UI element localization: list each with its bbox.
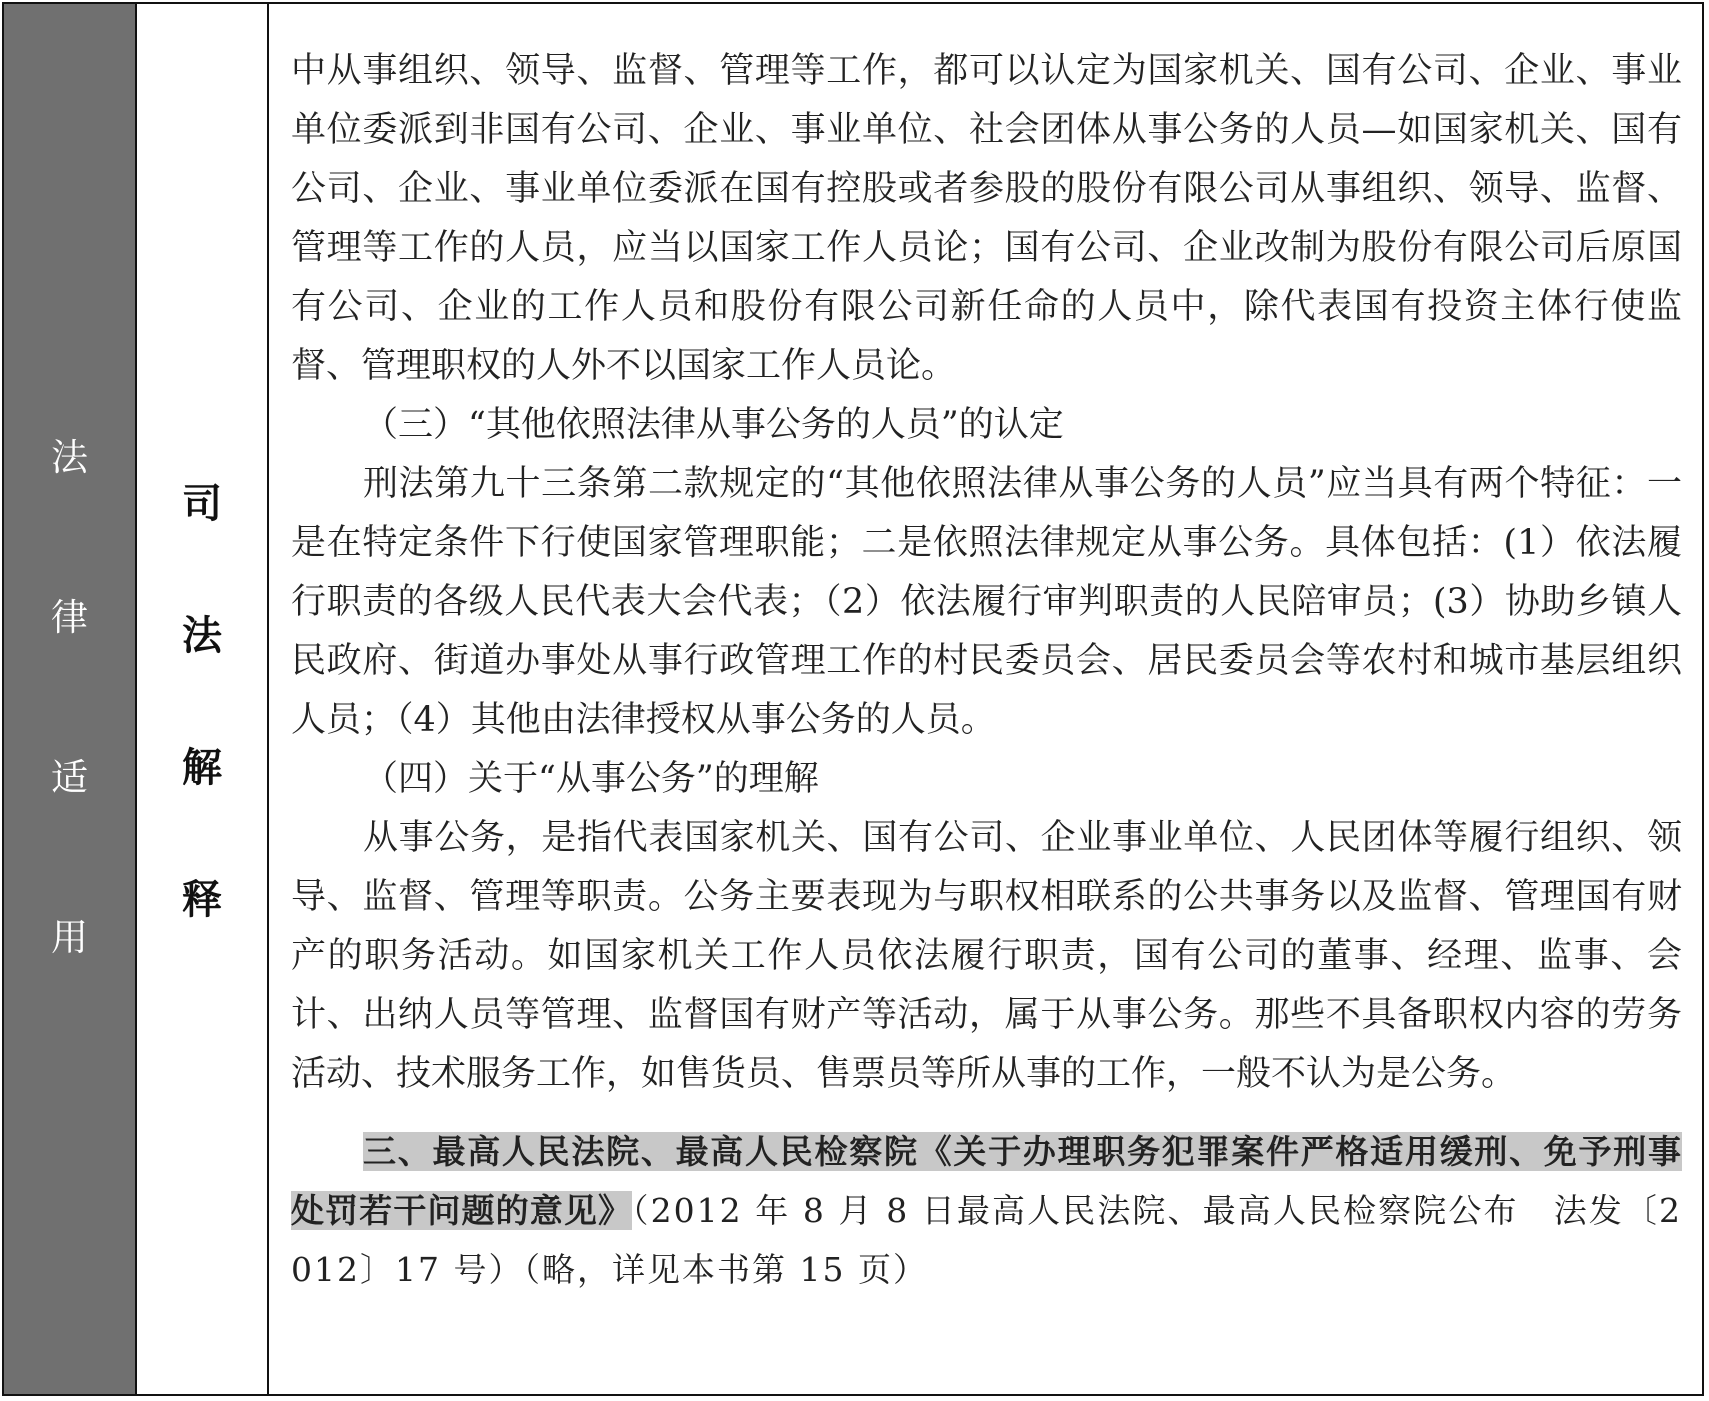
heading-three: （三）“其他依照法律从事公务的人员”的认定	[363, 405, 1064, 445]
body-text	[291, 42, 1682, 1104]
heading-four: （四）关于“从事公务”的理解	[363, 759, 819, 799]
subcategory-label	[137, 481, 267, 1012]
category-char: 律	[51, 596, 88, 639]
subcategory-char: 解	[182, 745, 222, 791]
content-column	[269, 4, 1702, 1394]
category-char: 适	[51, 756, 88, 799]
section-source: （2012 年 8 月 8 日最高人民法院、最高人民检察院公布 法发〔2012〕17 号）（略，详见本书第 15 页）	[291, 1191, 1682, 1289]
paragraph-four: 从事公务，是指代表国家机关、国有公司、企业事业单位、人民团体等履行组织、领导、监督、管理等职责。公务主要表现为与职权相联系的公共事务以及监督、管理国有财产的职务活动。如国家机关工作人员依法履行职责，国有公司的董事、经理、监事、会计、出纳人员等管理、监督国有财产等活动，属于从事公务。那些不具备职权内容的劳务活动、技术服务工作，如售货员、售票员等所从事的工作，一般不认为是公务。	[291, 818, 1682, 1094]
subcategory-char: 法	[182, 613, 222, 659]
page-frame	[2, 2, 1704, 1396]
category-char: 用	[51, 916, 88, 959]
paragraph-continued: 中从事组织、领导、监督、管理等工作，都可以认定为国家机关、国有公司、企业、事业单位委派到非国有公司、企业、事业单位、社会团体从事公务的人员—如国家机关、国有公司、企业、事业单位委派在国有控股或者参股的股份有限公司从事组织、领导、监督、管理等工作的人员，应当以国家工作人员论；国有公司、企业改制为股份有限公司后原国有公司、企业的工作人员和股份有限公司新任命的人员中，除代表国有投资主体行使监督、管理职权的人外不以国家工作人员论。	[291, 51, 1682, 386]
category-label	[4, 436, 135, 1079]
subcategory-char: 释	[182, 877, 222, 923]
section-three	[291, 1122, 1682, 1299]
category-column	[4, 4, 137, 1394]
paragraph-three: 刑法第九十三条第二款规定的“其他依照法律从事公务的人员”应当具有两个特征：一是在特定条件下行使国家管理职能；二是依照法律规定从事公务。具体包括：(1）依法履行职责的各级人民代表大会代表；（2）依法履行审判职责的人民陪审员；(3）协助乡镇人民政府、街道办事处从事行政管理工作的村民委员会、居民委员会等农村和城市基层组织人员；（4）其他由法律授权从事公务的人员。	[291, 464, 1682, 740]
subcategory-char: 司	[182, 481, 222, 527]
section-title: 三、最高人民法院、最高人民检察院《关于办理职务犯罪案件严格适用缓刑、免予刑事处罚若干问题的意见》	[291, 1132, 1682, 1230]
category-char: 法	[51, 436, 88, 479]
subcategory-column	[137, 4, 269, 1394]
